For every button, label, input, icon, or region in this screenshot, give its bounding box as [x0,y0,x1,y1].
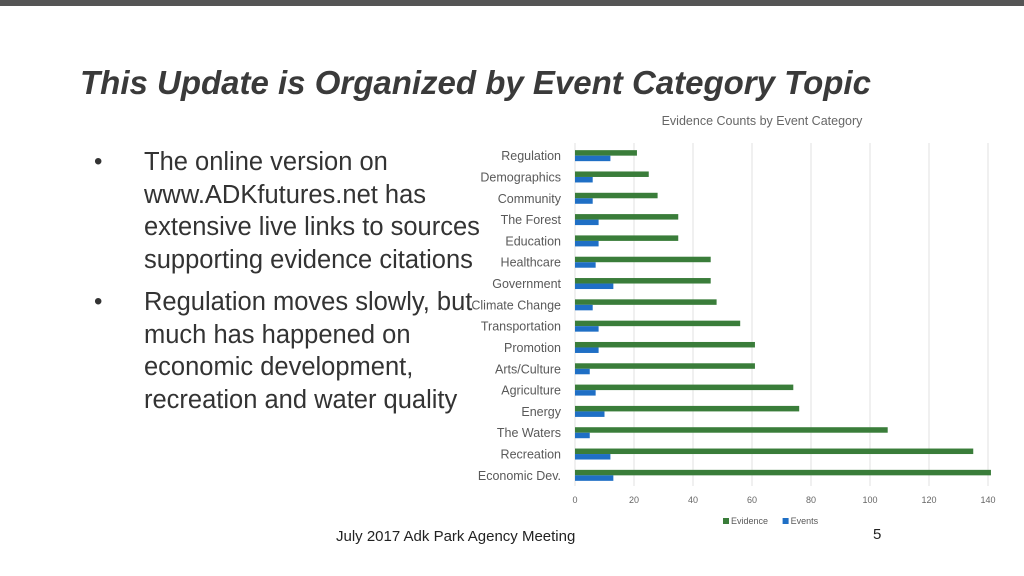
footer-text: July 2017 Adk Park Agency Meeting [336,528,576,545]
category-label: Healthcare [500,255,561,270]
evidence-bar [575,449,973,455]
category-label: Government [492,277,561,292]
page-number: 5 [873,526,882,543]
events-bar [575,305,593,311]
events-bar [575,433,590,439]
x-tick-label: 100 [862,495,878,505]
evidence-bar [575,257,711,263]
category-label: Transportation [480,319,561,334]
legend-label: Evidence [731,516,769,526]
top-bar [0,0,1024,6]
bullet-item [90,146,490,276]
events-bar [575,177,593,183]
evidence-bar [575,427,888,433]
category-label: Community [497,191,561,206]
evidence-bar [575,214,678,220]
evidence-chart [440,108,1000,528]
x-tick-label: 60 [746,495,758,505]
events-bar [575,347,599,353]
category-label: Education [505,234,561,249]
x-tick-label: 40 [687,495,699,505]
events-bar [575,284,613,290]
bullet-symbol: • [94,148,103,175]
category-label: Arts/Culture [495,362,561,377]
evidence-bar [575,385,793,391]
category-label: Recreation [500,447,561,462]
events-bar [575,241,599,247]
category-label: Energy [521,404,561,419]
category-label: The Forest [500,213,561,228]
legend-swatch [723,518,729,524]
bullet-symbol: • [94,288,103,315]
category-label: Agriculture [501,383,561,398]
events-bar [575,390,596,396]
x-tick-label: 140 [980,495,996,505]
evidence-bar [575,406,799,412]
legend-swatch [783,518,789,524]
events-bar [575,326,599,332]
category-label: Regulation [501,149,561,164]
x-tick-label: 80 [805,495,817,505]
category-label: Promotion [504,340,561,355]
events-bar [575,198,593,204]
x-tick-label: 20 [628,495,640,505]
evidence-bar [575,470,991,476]
events-bar [575,262,596,268]
events-bar [575,411,605,417]
x-tick-label: 0 [572,495,578,505]
legend-label: Events [790,516,819,526]
evidence-bar [575,171,649,177]
evidence-bar [575,193,658,199]
category-label: Demographics [480,170,561,185]
evidence-bar [575,363,755,369]
x-tick-label: 120 [921,495,937,505]
events-bar [575,220,599,226]
evidence-bar [575,299,717,305]
bullet-text: The online version on www.ADKfutures.net has extensive live links to sources supporting evidence citations [144,148,480,274]
chart-title: Evidence Counts by Event Category [661,114,863,128]
evidence-bar [575,278,711,284]
events-bar [575,156,610,162]
category-label: The Waters [496,426,561,441]
slide-title: This Update is Organized by Event Category Topic [80,64,871,101]
bullet-item [90,286,490,416]
events-bar [575,475,613,481]
bullet-text: Regulation moves slowly, but much has happened on economic development, recreation and water quality [144,288,473,414]
category-label: Climate Change [471,298,561,313]
events-bar [575,454,610,460]
evidence-bar [575,235,678,241]
events-bar [575,369,590,375]
category-label: Economic Dev. [477,468,561,483]
evidence-bar [575,342,755,348]
evidence-bar [575,150,637,156]
evidence-bar [575,321,740,327]
bullet-list [90,146,490,426]
